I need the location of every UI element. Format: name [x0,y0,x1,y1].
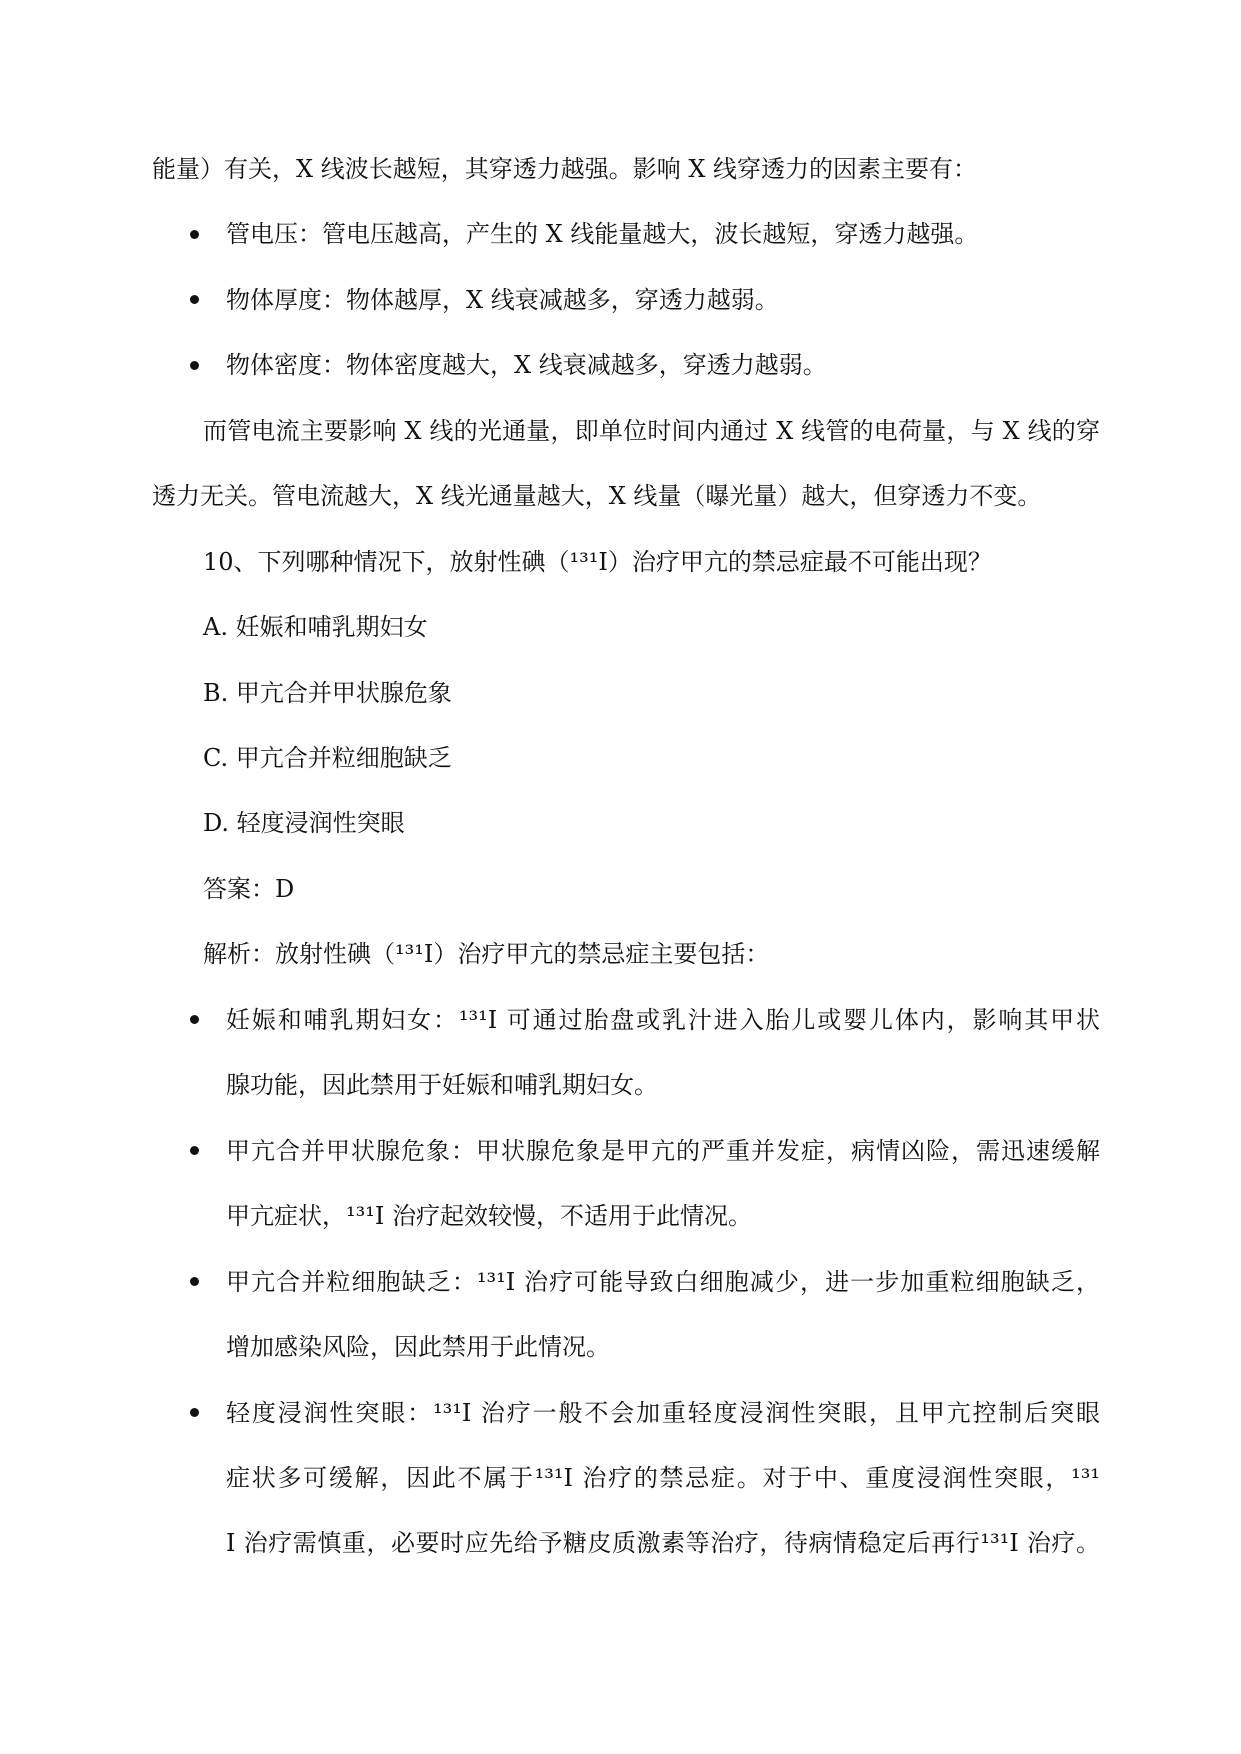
list-item-line: 甲亢合并甲状腺危象：甲状腺危象是甲亢的严重并发症，病情凶险，需迅速缓解 [226,1137,1100,1165]
paragraph-line: 能量）有关，X 线波长越短，其穿透力越强。影响 X 线穿透力的因素主要有： [152,155,978,183]
list-item-line: 妊娠和哺乳期妇女：¹³¹I 可通过胎盘或乳汁进入胎儿或婴儿体内，影响其甲状 [226,1006,1100,1034]
question-stem: 10、下列哪种情况下，放射性碘（¹³¹I）治疗甲亢的禁忌症最不可能出现？ [203,548,992,576]
list-item-text: 物体厚度：物体越厚，X 线衰减越多，穿透力越弱。 [226,286,779,314]
option-a: A. 妊娠和哺乳期妇女 [203,613,428,641]
list-item-text: 物体密度：物体密度越大，X 线衰减越多，穿透力越弱。 [226,351,827,379]
list-item-line: 甲亢合并粒细胞缺乏：¹³¹I 治疗可能导致白细胞减少，进一步加重粒细胞缺乏， [226,1268,1100,1296]
bullet-icon [190,361,199,370]
list-item-text: 管电压：管电压越高，产生的 X 线能量越大，波长越短，穿透力越强。 [226,220,979,248]
option-c: C. 甲亢合并粒细胞缺乏 [203,744,452,772]
list-item-line: 增加感染风险，因此禁用于此情况。 [226,1333,610,1361]
option-d: D. 轻度浸润性突眼 [203,809,405,837]
list-item-line: 甲亢症状，¹³¹I 治疗起效较慢，不适用于此情况。 [226,1202,752,1230]
paragraph-line: 透力无关。管电流越大，X 线光通量越大，X 线量（曝光量）越大，但穿透力不变。 [152,482,1042,510]
analysis-intro: 解析：放射性碘（¹³¹I）治疗甲亢的禁忌症主要包括： [203,940,770,968]
option-b: B. 甲亢合并甲状腺危象 [203,679,452,707]
bullet-icon [190,1146,199,1155]
bullet-icon [190,230,199,239]
answer-line: 答案：D [203,875,295,903]
bullet-icon [190,295,199,304]
paragraph-line: 而管电流主要影响 X 线的光通量，即单位时间内通过 X 线管的电荷量，与 X 线的穿 [203,417,1100,445]
bullet-icon [190,1277,199,1286]
list-item-line: 症状多可缓解，因此不属于¹³¹I 治疗的禁忌症。对于中、重度浸润性突眼，¹³¹ [226,1464,1100,1492]
list-item-line: I 治疗需慎重，必要时应先给予糖皮质激素等治疗，待病情稳定后再行¹³¹I 治疗。 [226,1529,1100,1557]
list-item-line: 轻度浸润性突眼：¹³¹I 治疗一般不会加重轻度浸润性突眼，且甲亢控制后突眼 [226,1399,1100,1427]
bullet-icon [190,1408,199,1417]
bullet-icon [190,1015,199,1024]
list-item-line: 腺功能，因此禁用于妊娠和哺乳期妇女。 [226,1071,658,1099]
